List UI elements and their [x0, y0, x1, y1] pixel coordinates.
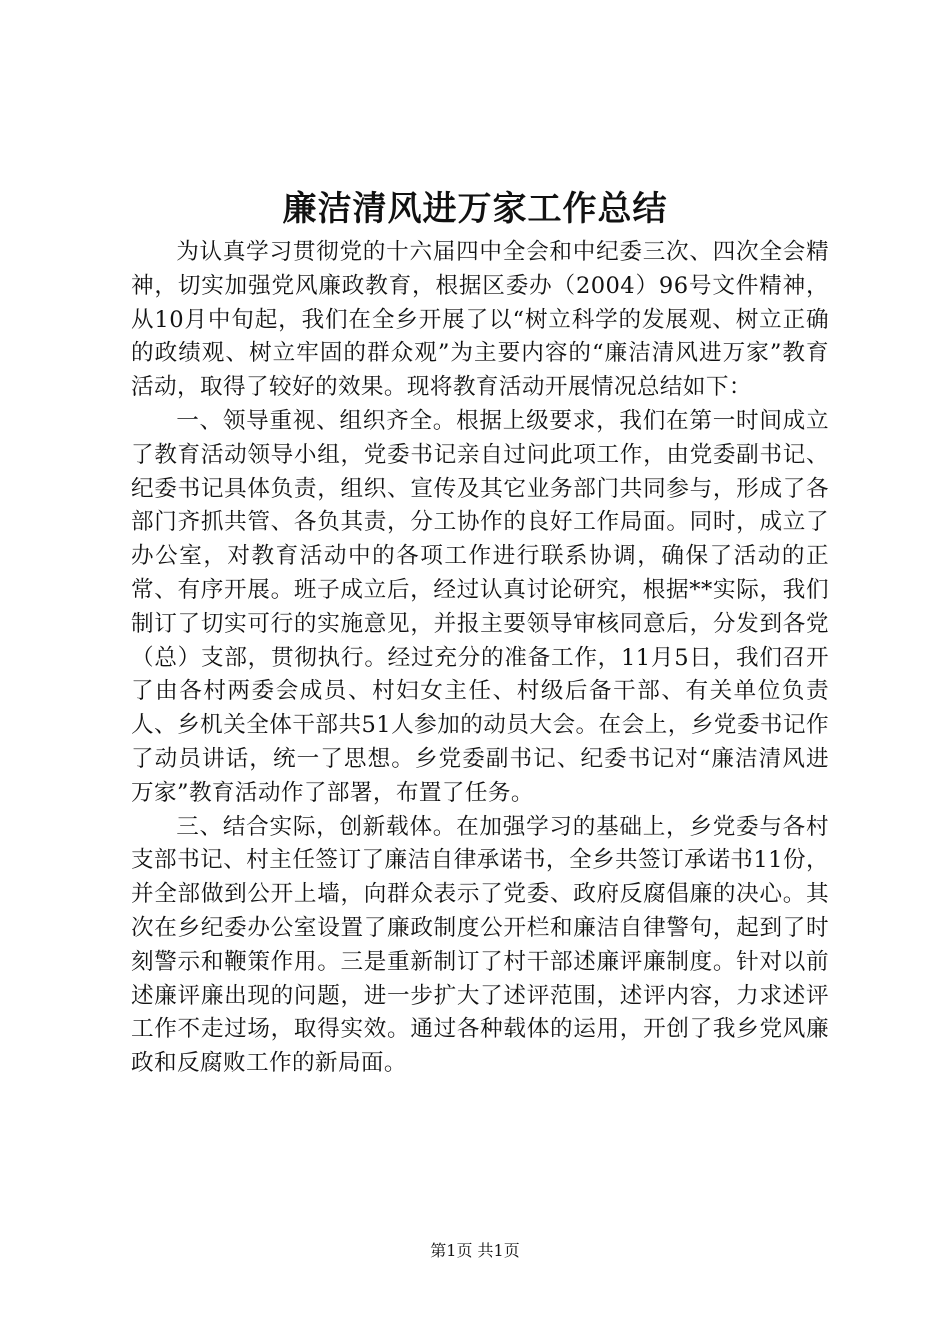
paragraph-section-leadership: 一、领导重视、组织齐全。根据上级要求，我们在第一时间成立了教育活动领导小组，党委书记亲自过问此项工作，由党委副书记、纪委书记具体负责，组织、宣传及其它业务部门共同参与，形成了各部门齐抓共管、各负其责，分工协作的良好工作局面。同时，成立了办公室，对教育活动中的各项工作进行联系协调，确保了活动的正常、有序开展。班子成立后，经过认真讨论研究，根据**实际，我们制订了切实可行的实施意见，并报主要领导审核同意后，分发到各党（总）支部，贯彻执行。经过充分的准备工作，11月5日，我们召开了由各村两委会成员、村妇女主任、村级后备干部、有关单位负责人、乡机关全体干部共51人参加的动员大会。在会上，乡党委书记作了动员讲话，统一了思想。乡党委副书记、纪委书记对“廉洁清风进万家”教育活动作了部署，布置了任务。	[131, 407, 829, 806]
page-footer: 第1页 共1页	[430, 1241, 520, 1260]
paragraph-intro: 为认真学习贯彻党的十六届四中全会和中纪委三次、四次全会精神，切实加强党风廉政教育，根据区委办（2004）96号文件精神，从10月中旬起，我们在全乡开展了以“树立科学的发展观、树立正确的政绩观、树立牢固的群众观”为主要内容的“廉洁清风进万家”教育活动，取得了较好的效果。现将教育活动开展情况总结如下：	[131, 239, 829, 401]
document-title: 廉洁清风进万家工作总结	[282, 189, 668, 229]
document-body	[131, 236, 829, 1081]
paragraph-section-innovation: 三、结合实际，创新载体。在加强学习的基础上，乡党委与各村支部书记、村主任签订了廉洁自律承诺书，全乡共签订承诺书11份，并全部做到公开上墙，向群众表示了党委、政府反腐倡廉的决心。其次在乡纪委办公室设置了廉政制度公开栏和廉洁自律警句，起到了时刻警示和鞭策作用。三是重新制订了村干部述廉评廉制度。针对以前述廉评廉出现的问题，进一步扩大了述评范围，述评内容，力求述评工作不走过场，取得实效。通过各种载体的运用，开创了我乡党风廉政和反腐败工作的新局面。	[131, 813, 829, 1077]
